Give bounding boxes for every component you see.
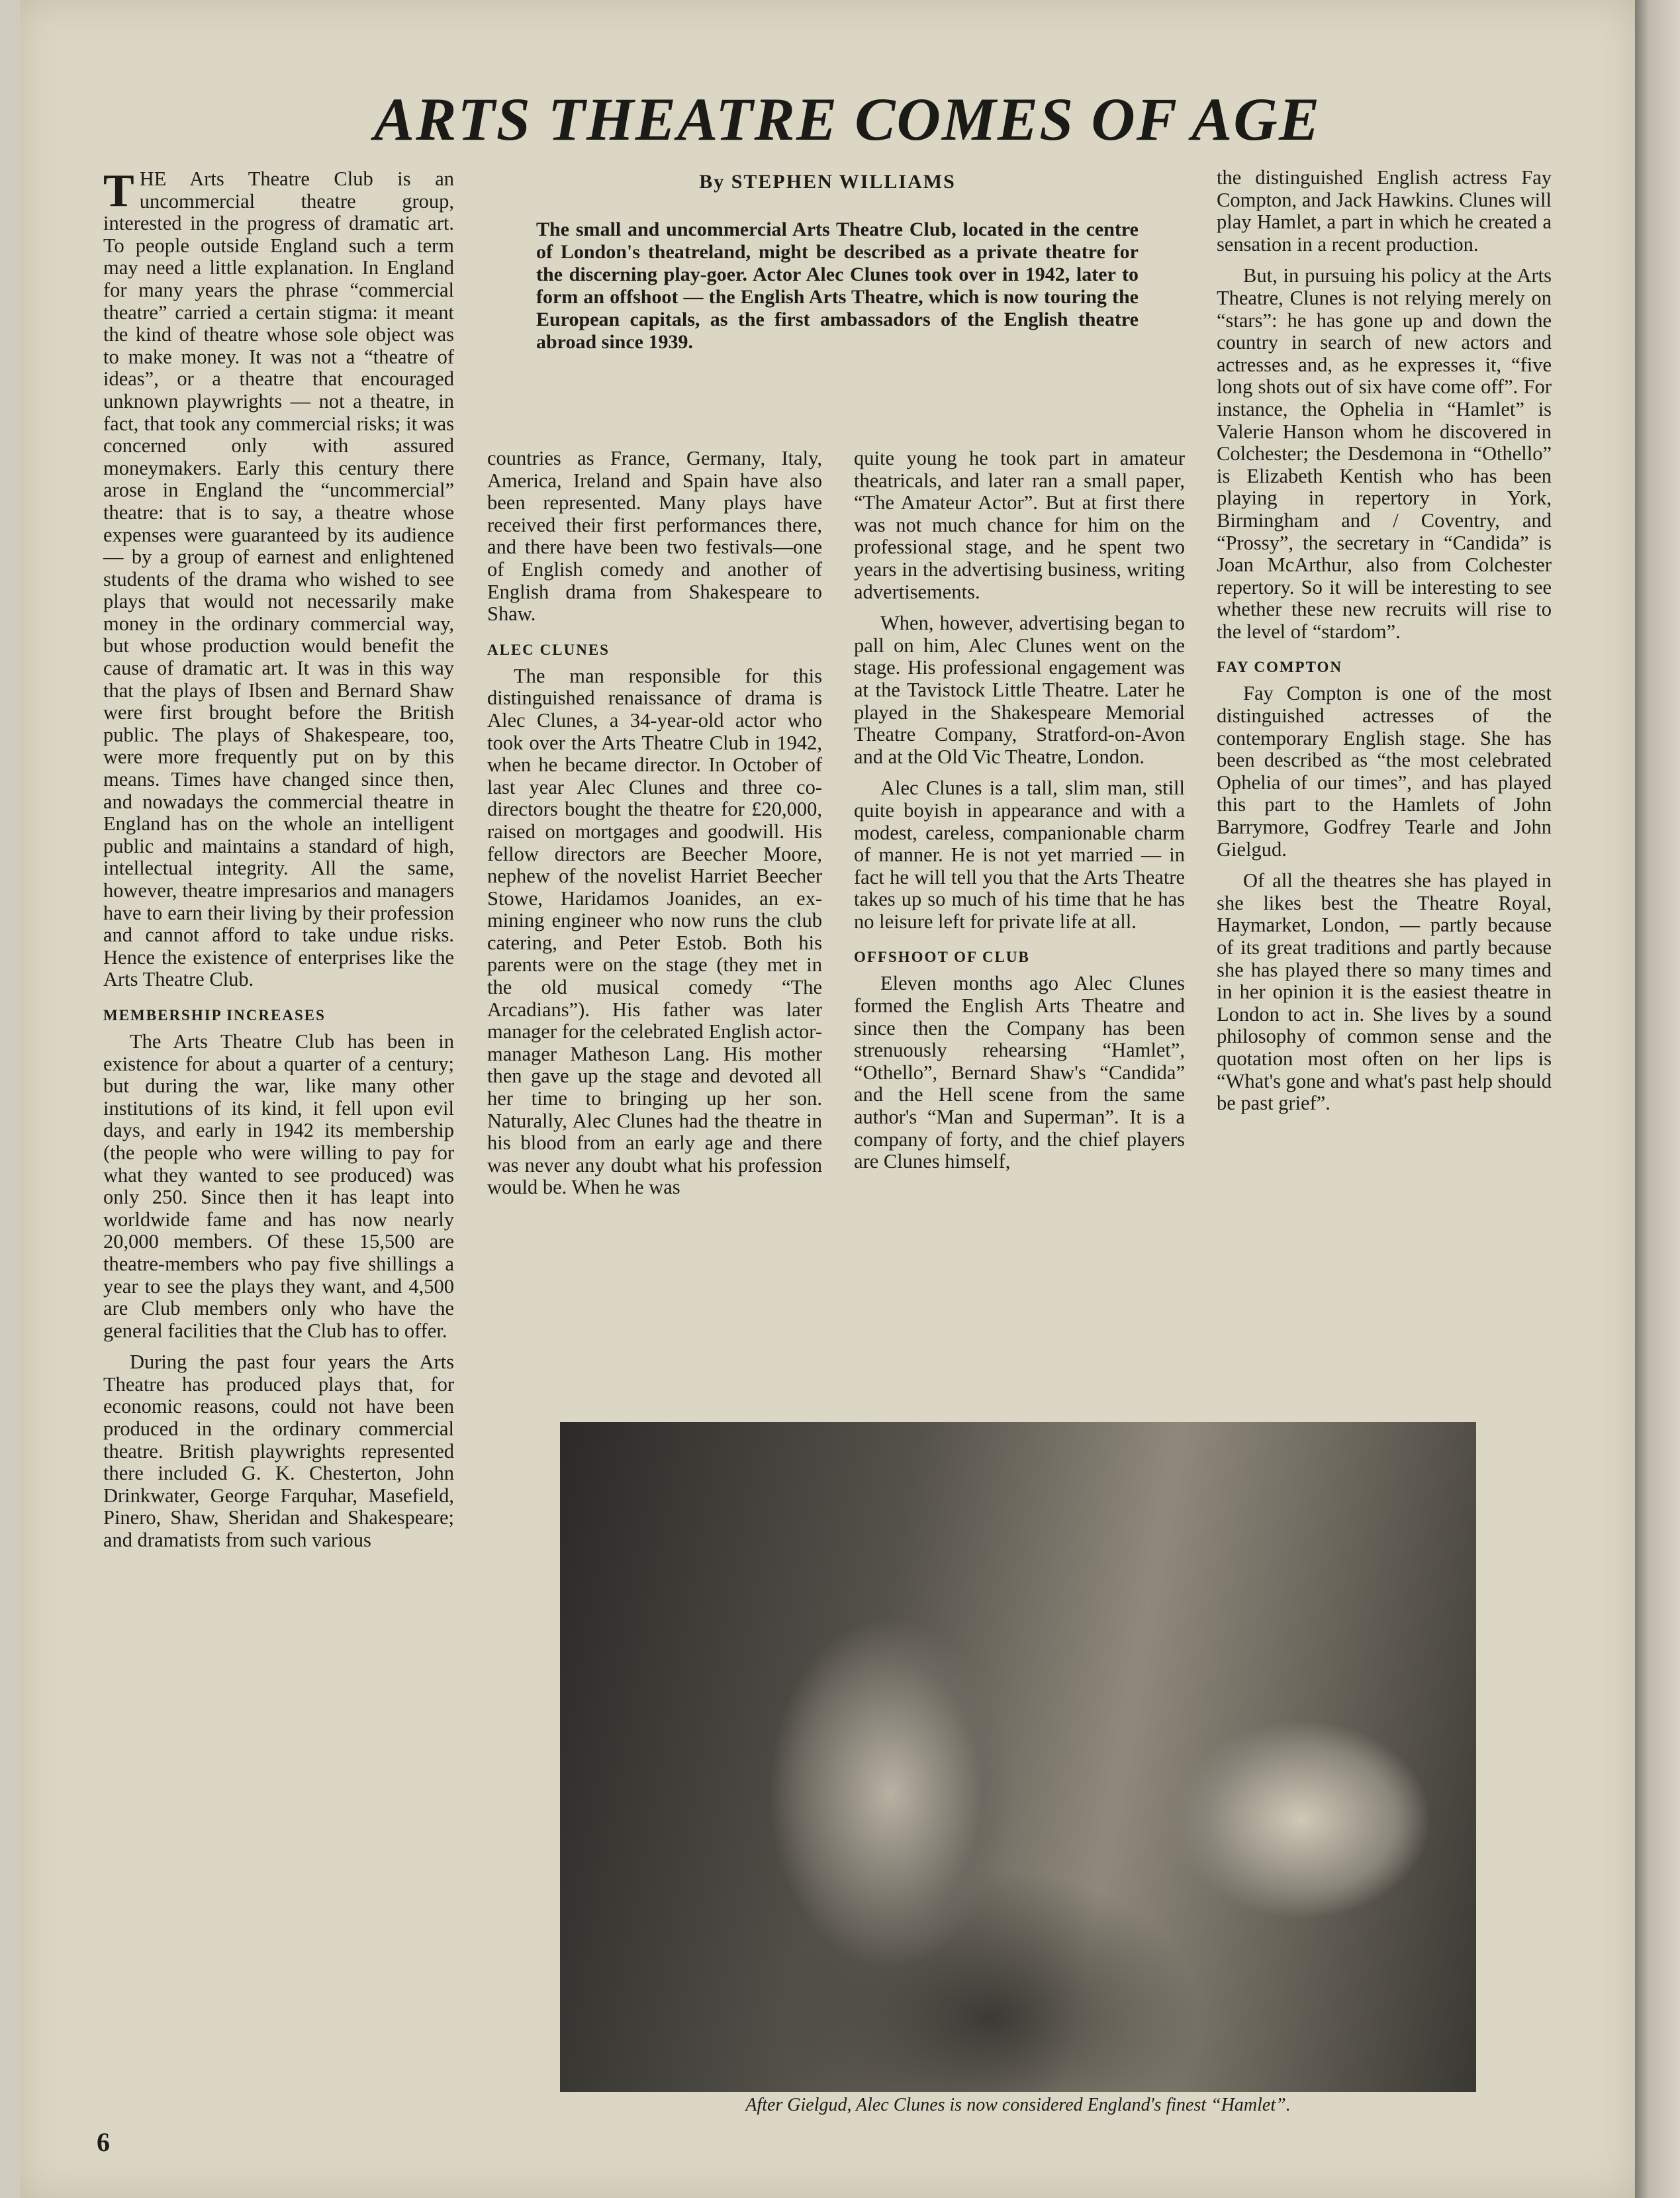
section-heading: ALEC CLUNES xyxy=(487,641,610,658)
column-1 xyxy=(103,168,454,2115)
page-number: 6 xyxy=(97,2127,110,2157)
paragraph: Of all the theatres she has played in she likes best the Theatre Royal, Haymarket, London, — partly because of its great traditions and partly because she has played there so many times and in her opinion it is the easiest theatre in London to act in. She lives by a sound philosophy of common sense and the quotation most often on her lips is “What's gone and what's past help should be past grief”. xyxy=(1217,869,1552,1115)
column-3 xyxy=(854,448,1185,1414)
intro-paragraph: The small and uncommercial Arts Theatre Club, located in the centre of London's theatreland, might be described as a private theatre for the discerning play-goer. Actor Alec Clunes took over in 1942, later to form an offshoot — the English Arts Theatre, which is now touring the European capitals, as the first ambassadors of the English theatre abroad since 1939. xyxy=(536,218,1139,353)
drop-cap: T xyxy=(103,166,134,216)
paragraph: When, however, advertising began to pall on him, Alec Clunes went on the stage. His professional engagement was at the Tavistock Little Theatre. Later he played in the Shakespeare Memorial Theatre Company, Stratford-on-Avon and at the Old Vic Theatre, London. xyxy=(854,612,1185,768)
column-2 xyxy=(487,448,822,1414)
column-4 xyxy=(1217,167,1552,1411)
paragraph: The Arts Theatre Club has been in existence for about a quarter of a century; but during the war, like many other institutions of its kind, it fell upon evil days, and early in 1942 its membership (the people who were willing to pay for what they wanted to see produced) was only 250. Since then it has leapt into worldwide fame and has now nearly 20,000 members. Of these 15,500 are theatre-members who pay five shillings a year to see the plays they want, and 4,500 are Club members only who have the general facilities that the Club has to offer. xyxy=(103,1029,454,1342)
paragraph: the distinguished English actress Fay Compton, and Jack Hawkins. Clunes will play Hamlet, a part in which he created a sensation in a recent production. xyxy=(1217,166,1552,256)
paragraph: Alec Clunes is a tall, slim man, still quite boyish in appearance and with a modest, careless, companionable charm of manner. He is not yet married — in fact he will tell you that the Arts Theatre takes up so much of his time that he has no leisure left for private life at all. xyxy=(854,777,1185,933)
byline: By STEPHEN WILLIAMS xyxy=(699,171,956,193)
hamlet-photograph xyxy=(560,1422,1476,2092)
paragraph: countries as France, Germany, Italy, America, Ireland and Spain have also been represented. Many plays have received their first performances there, and there have been two festivals—one of English comedy and another of English drama from Shakespeare to Shaw. xyxy=(487,447,822,626)
paragraph-text: HE Arts Theatre Club is an uncommercial theatre group, interested in the progress of dramatic art. To people outside England such a term may need a little explanation. In England for many years the phrase “commercial theatre” carried a certain stigma: it meant the kind of theatre whose sole object was to make money. It was not a “theatre of ideas”, or a theatre that encouraged unknown playwrights — not a theatre, in fact, that took any commercial risks; it was concerned only with assured moneymakers. Early this century there arose in England the “uncommercial” theatre: that is to say, a theatre whose expenses were guaranteed by its audience — by a group of earnest and enlightened students of the drama who wished to see plays that would not necessarily make money in the ordinary commercial way, but whose production would benefit the cause of dramatic art. It was in this way that the plays of Ibsen and Bernard Shaw were first brought before the British public. The plays of Shakespeare, too, were more frequently put on by this means. Times have changed since then, and nowadays the commercial theatre in England has on the whole an intelligent public and maintains a standard of high, intellectual integrity. All the same, however, theatre impresarios and managers have to earn their living by their profession and cannot afford to take undue risks. Hence the existence of enterprises like the Arts Theatre Club. xyxy=(103,167,454,991)
paragraph: Eleven months ago Alec Clunes formed the English Arts Theatre and since then the Company has been strenuously rehearsing “Hamlet”, “Othello”, Bernard Shaw's “Candida” and the Hell scene from the same author's “Man and Superman”. It is a company of forty, and the chief players are Clunes himself, xyxy=(854,972,1185,1173)
paragraph: quite young he took part in amateur theatricals, and later ran a small paper, “The Amateur Actor”. But at first there was not much chance for him on the professional stage, and he spent two years in the advertising business, writing advertisements. xyxy=(854,447,1185,603)
paragraph: But, in pursuing his policy at the Arts Theatre, Clunes is not relying merely on “stars”: he has gone up and down the country in search of new actors and actresses and, as he expresses it, “five long shots out of six have come off”. For instance, the Ophelia in “Hamlet” is Valerie Hanson whom he discovered in Colchester; the Desdemona in “Othello” is Elizabeth Kentish who has been playing in repertory in York, Birmingham and / Coventry, and “Prossy”, the secretary in “Candida” is Joan McArthur, also from Colchester repertory. So it will be interesting to see whether these new recruits will rise to the level of “stardom”. xyxy=(1217,264,1552,643)
paragraph xyxy=(103,168,454,991)
next-page-edge xyxy=(1635,0,1680,2198)
paragraph: During the past four years the Arts Theatre has produced plays that, for economic reasons, could not have been produced in the ordinary commercial theatre. British playwrights represented there included G. K. Chesterton, John Drinkwater, George Farquhar, Masefield, Pinero, Shaw, Sheridan and Shakespeare; and dramatists from such various xyxy=(103,1351,454,1552)
paragraph: The man responsible for this distinguished renaissance of drama is Alec Clunes, a 34-year-old actor who took over the Arts Theatre Club in 1942, when he became director. In October of last year Alec Clunes and three co-directors bought the theatre for £20,000, raised on mortgages and goodwill. His fellow directors are Beecher Moore, nephew of the novelist Harriet Beecher Stowe, Haridamos Joanides, an ex-mining engineer who now runs the club catering, and Peter Estob. Both his parents were on the stage (they met in the old musical comedy “The Arcadians”). His father was later manager for the celebrated English actor-manager Matheson Lang. His mother then gave up the stage and devoted all her time to bringing up her son. Naturally, Alec Clunes had the theatre in his blood from an early age and there was never any doubt what his profession would be. When he was xyxy=(487,664,822,1199)
photo-caption: After Gielgud, Alec Clunes is now considered England's finest “Hamlet”. xyxy=(745,2095,1291,2115)
section-heading: MEMBERSHIP INCREASES xyxy=(103,1006,326,1024)
paragraph: Fay Compton is one of the most distinguished actresses of the contemporary English stage. She has been described as “the most celebrated Ophelia of our times”, and has played this part to the Hamlets of John Barrymore, Godfrey Tearle and John Gielgud. xyxy=(1217,682,1552,861)
section-heading: OFFSHOOT OF CLUB xyxy=(854,949,1030,966)
section-heading: FAY COMPTON xyxy=(1217,659,1343,676)
article-title: ARTS THEATRE COMES OF AGE xyxy=(373,85,1321,153)
